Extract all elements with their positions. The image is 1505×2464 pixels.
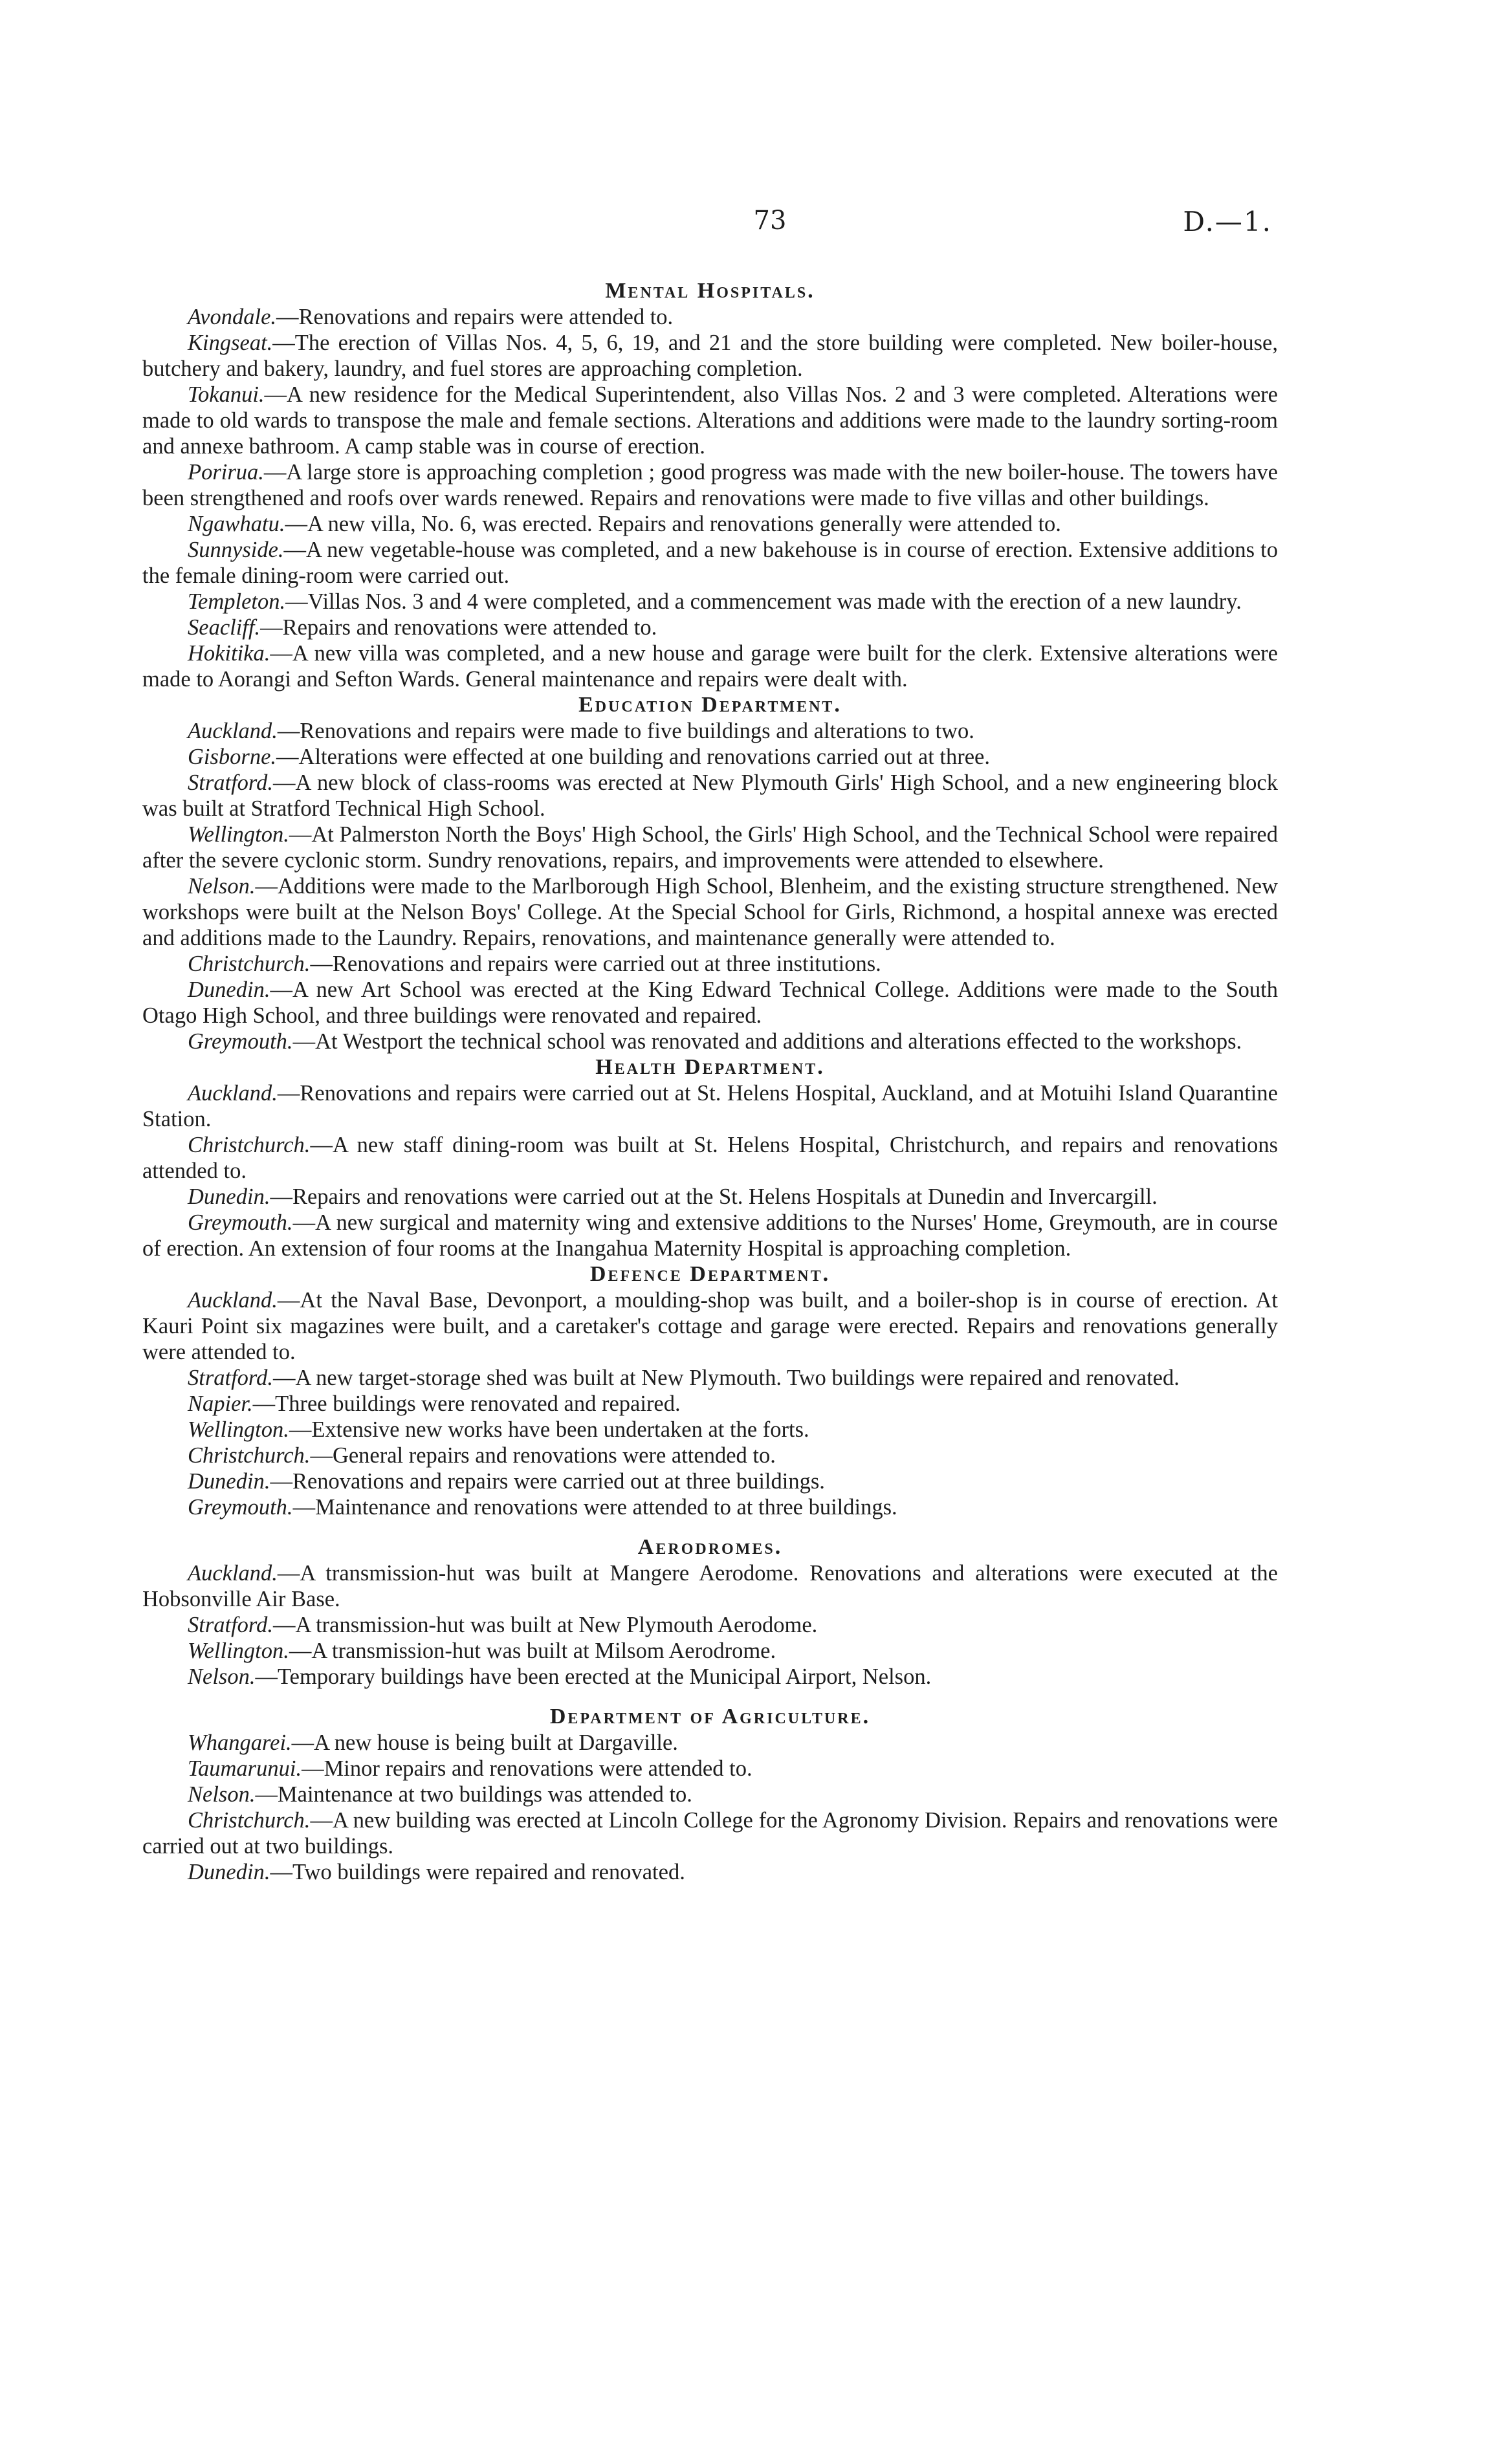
paragraph bbox=[142, 1807, 1278, 1859]
paragraph bbox=[142, 1612, 1278, 1638]
paragraph-text: —A transmission-hut was built at Milsom Aerodrome. bbox=[289, 1639, 776, 1663]
paragraph bbox=[142, 615, 1278, 640]
paragraph-text: —Renovations and repairs were attended to. bbox=[276, 305, 674, 329]
section-heading: Education Department. bbox=[578, 693, 842, 717]
paragraph-text: —A new villa, No. 6, was erected. Repairs and renovations generally were attended to. bbox=[285, 512, 1061, 536]
paragraph bbox=[142, 640, 1278, 692]
place-name: Auckland. bbox=[188, 719, 278, 743]
place-name: Wellington. bbox=[188, 1417, 289, 1442]
paragraph bbox=[142, 1638, 1278, 1664]
paragraph bbox=[142, 1029, 1278, 1054]
paragraph bbox=[142, 1287, 1278, 1365]
place-name: Christchurch. bbox=[188, 952, 311, 976]
place-name: Tokanui. bbox=[188, 382, 265, 407]
paragraph bbox=[142, 718, 1278, 744]
paragraph bbox=[142, 511, 1278, 537]
section-aerodromes bbox=[142, 1534, 1278, 1690]
place-name: Christchurch. bbox=[188, 1133, 311, 1157]
paragraph bbox=[142, 1210, 1278, 1261]
section-education-department bbox=[142, 692, 1278, 1054]
section-heading: Health Department. bbox=[595, 1055, 825, 1079]
paragraph bbox=[142, 459, 1278, 511]
place-name: Wellington. bbox=[188, 822, 289, 847]
paragraph-text: —Alterations were effected at one building and renovations carried out at three. bbox=[276, 745, 990, 769]
section-heading: Department of Agriculture. bbox=[549, 1705, 871, 1728]
paragraph bbox=[142, 1730, 1278, 1756]
paragraph-text: —A new vegetable-house was completed, and a new bakehouse is in course of erection. Extensive additions to the female dining-room were carried out. bbox=[142, 538, 1278, 588]
paragraph-text: —At Palmerston North the Boys' High School, the Girls' High School, and the Technical School were repaired after the severe cyclonic storm. Sundry renovations, repairs, and improvements were attended to elsewhere. bbox=[142, 822, 1278, 873]
paragraph bbox=[142, 1443, 1278, 1468]
place-name: Dunedin. bbox=[188, 1469, 270, 1494]
paragraph bbox=[142, 1560, 1278, 1612]
place-name: Stratford. bbox=[188, 1366, 273, 1390]
place-name: Christchurch. bbox=[188, 1808, 311, 1833]
paragraph-text: —The erection of Villas Nos. 4, 5, 6, 19, and 21 and the store building were completed. New boiler-house, butchery and bakery, laundry, and fuel stores are approaching completion. bbox=[142, 331, 1278, 381]
document-body bbox=[142, 278, 1278, 1885]
place-name: Nelson. bbox=[188, 1664, 256, 1689]
paragraph bbox=[142, 1080, 1278, 1132]
place-name: Gisborne. bbox=[188, 745, 277, 769]
paragraph bbox=[142, 1391, 1278, 1417]
place-name: Greymouth. bbox=[188, 1495, 293, 1520]
place-name: Hokitika. bbox=[188, 641, 270, 666]
paragraph-text: —Maintenance at two buildings was attended to. bbox=[255, 1782, 692, 1807]
place-name: Dunedin. bbox=[188, 1184, 270, 1209]
paragraph bbox=[142, 770, 1278, 822]
paragraph-text: —A new villa was completed, and a new house and garage were built for the clerk. Extensive alterations were made to Aorangi and Sefton Wards. General maintenance and repairs were dealt with. bbox=[142, 641, 1278, 692]
place-name: Sunnyside. bbox=[188, 538, 284, 562]
paragraph-text: —A new staff dining-room was built at St. Helens Hospital, Christchurch, and repairs and renovations attended to. bbox=[142, 1133, 1278, 1183]
paragraph bbox=[142, 744, 1278, 770]
paragraph-text: —Repairs and renovations were carried out at the St. Helens Hospitals at Dunedin and Invercargill. bbox=[270, 1184, 1158, 1209]
paragraph-text: —A large store is approaching completion ; good progress was made with the new boiler-house. The towers have been strengthened and roofs over wards renewed. Repairs and renovations were made to five villas and other buildings. bbox=[142, 460, 1278, 510]
paragraph bbox=[142, 304, 1278, 330]
place-name: Porirua. bbox=[188, 460, 264, 485]
paragraph bbox=[142, 1417, 1278, 1443]
place-name: Taumarunui. bbox=[188, 1756, 302, 1781]
paragraph-text: —Renovations and repairs were made to five buildings and alterations to two. bbox=[277, 719, 974, 743]
paragraph-text: —A new house is being built at Dargaville. bbox=[291, 1730, 678, 1755]
place-name: Christchurch. bbox=[188, 1443, 311, 1468]
page-number: 73 bbox=[753, 206, 787, 235]
place-name: Dunedin. bbox=[188, 977, 270, 1002]
page-header bbox=[0, 206, 1505, 245]
section-mental-hospitals bbox=[142, 278, 1278, 692]
paragraph-text: —Three buildings were renovated and repaired. bbox=[252, 1391, 681, 1416]
paragraph bbox=[142, 1365, 1278, 1391]
paragraph-text: —Two buildings were repaired and renovated. bbox=[270, 1860, 685, 1884]
place-name: Stratford. bbox=[188, 770, 273, 795]
section-heading: Defence Department. bbox=[589, 1262, 831, 1286]
paragraph-text: —Villas Nos. 3 and 4 were completed, and a commencement was made with the erection of a new laundry. bbox=[285, 589, 1242, 614]
section-defence-department bbox=[142, 1261, 1278, 1520]
paragraph bbox=[142, 1184, 1278, 1210]
paragraph-text: —A new building was erected at Lincoln College for the Agronomy Division. Repairs and renovations were carried out at two buildings. bbox=[142, 1808, 1278, 1859]
paragraph bbox=[142, 1494, 1278, 1520]
place-name: Greymouth. bbox=[188, 1210, 293, 1235]
paragraph bbox=[142, 977, 1278, 1029]
paragraph bbox=[142, 1859, 1278, 1885]
place-name: Auckland. bbox=[188, 1561, 278, 1586]
paragraph-text: —A new target-storage shed was built at New Plymouth. Two buildings were repaired and renovated. bbox=[272, 1366, 1180, 1390]
section-heading: Mental Hospitals. bbox=[605, 279, 815, 303]
place-name: Ngawhatu. bbox=[188, 512, 285, 536]
document-reference: D.—1. bbox=[1183, 206, 1272, 237]
place-name: Nelson. bbox=[188, 1782, 256, 1807]
place-name: Avondale. bbox=[188, 305, 277, 329]
place-name: Napier. bbox=[188, 1391, 253, 1416]
place-name: Greymouth. bbox=[188, 1029, 293, 1054]
paragraph bbox=[142, 1468, 1278, 1494]
paragraph-text: —Renovations and repairs were carried out at three institutions. bbox=[310, 952, 881, 976]
paragraph-text: —A transmission-hut was built at New Plymouth Aerodome. bbox=[272, 1613, 818, 1637]
paragraph-text: —Renovations and repairs were carried out at three buildings. bbox=[270, 1469, 825, 1494]
place-name: Seacliff. bbox=[188, 615, 261, 640]
paragraph bbox=[142, 873, 1278, 951]
place-name: Auckland. bbox=[188, 1081, 278, 1106]
paragraph-text: —Maintenance and renovations were attended to at three buildings. bbox=[292, 1495, 897, 1520]
place-name: Whangarei. bbox=[188, 1730, 292, 1755]
paragraph-text: —A new residence for the Medical Superintendent, also Villas Nos. 2 and 3 were completed. Alterations were made to old wards to transpose the male and female sections. Alterations and additions were made to the laundry sorting-room and annexe bathroom. A camp stable was in course of erection. bbox=[142, 382, 1278, 459]
paragraph-text: —At the Naval Base, Devonport, a moulding-shop was built, and a boiler-shop is in course of erection. At Kauri Point six magazines were built, and a caretaker's cottage and garage were erected. Repairs and renovations generally were attended to. bbox=[142, 1288, 1278, 1364]
paragraph bbox=[142, 951, 1278, 977]
paragraph-text: —A transmission-hut was built at Mangere Aerodome. Renovations and alterations were executed at the Hobsonville Air Base. bbox=[142, 1561, 1278, 1611]
paragraph-text: —A new Art School was erected at the King Edward Technical College. Additions were made to the South Otago High School, and three buildings were renovated and repaired. bbox=[142, 977, 1278, 1028]
place-name: Stratford. bbox=[188, 1613, 273, 1637]
paragraph-text: —A new surgical and maternity wing and extensive additions to the Nurses' Home, Greymouth, are in course of erection. An extension of four rooms at the Inangahua Maternity Hospital is approaching completion. bbox=[142, 1210, 1278, 1261]
section-health-department bbox=[142, 1054, 1278, 1261]
section-department-of-agriculture bbox=[142, 1704, 1278, 1885]
paragraph bbox=[142, 589, 1278, 615]
paragraph-text: —General repairs and renovations were attended to. bbox=[310, 1443, 776, 1468]
paragraph-text: —Additions were made to the Marlborough High School, Blenheim, and the existing structure strengthened. New workshops were built at the Nelson Boys' College. At the Special School for Girls, Richmond, a hospital annexe was erected and additions made to the Laundry. Repairs, renovations, and maintenance generally were attended to. bbox=[142, 874, 1278, 950]
paragraph-text: —Temporary buildings have been erected at the Municipal Airport, Nelson. bbox=[255, 1664, 932, 1689]
paragraph bbox=[142, 1132, 1278, 1184]
paragraph bbox=[142, 1782, 1278, 1807]
paragraph-text: —Extensive new works have been undertaken at the forts. bbox=[289, 1417, 809, 1442]
paragraph bbox=[142, 330, 1278, 382]
place-name: Kingseat. bbox=[188, 331, 273, 355]
place-name: Templeton. bbox=[188, 589, 286, 614]
paragraph bbox=[142, 1756, 1278, 1782]
place-name: Dunedin. bbox=[188, 1860, 270, 1884]
paragraph-text: —Renovations and repairs were carried out at St. Helens Hospital, Auckland, and at Motuihi Island Quarantine Station. bbox=[142, 1081, 1278, 1131]
paragraph-text: —Minor repairs and renovations were attended to. bbox=[302, 1756, 752, 1781]
paragraph bbox=[142, 382, 1278, 459]
place-name: Auckland. bbox=[188, 1288, 278, 1313]
paragraph-text: —At Westport the technical school was renovated and additions and alterations effected to the workshops. bbox=[292, 1029, 1242, 1054]
paragraph bbox=[142, 537, 1278, 589]
paragraph bbox=[142, 822, 1278, 873]
section-heading: Aerodromes. bbox=[637, 1535, 783, 1559]
paragraph-text: —Repairs and renovations were attended to. bbox=[260, 615, 657, 640]
paragraph bbox=[142, 1664, 1278, 1690]
paragraph-text: —A new block of class-rooms was erected at New Plymouth Girls' High School, and a new engineering block was built at Stratford Technical High School. bbox=[142, 770, 1278, 821]
place-name: Nelson. bbox=[188, 874, 256, 899]
place-name: Wellington. bbox=[188, 1639, 289, 1663]
